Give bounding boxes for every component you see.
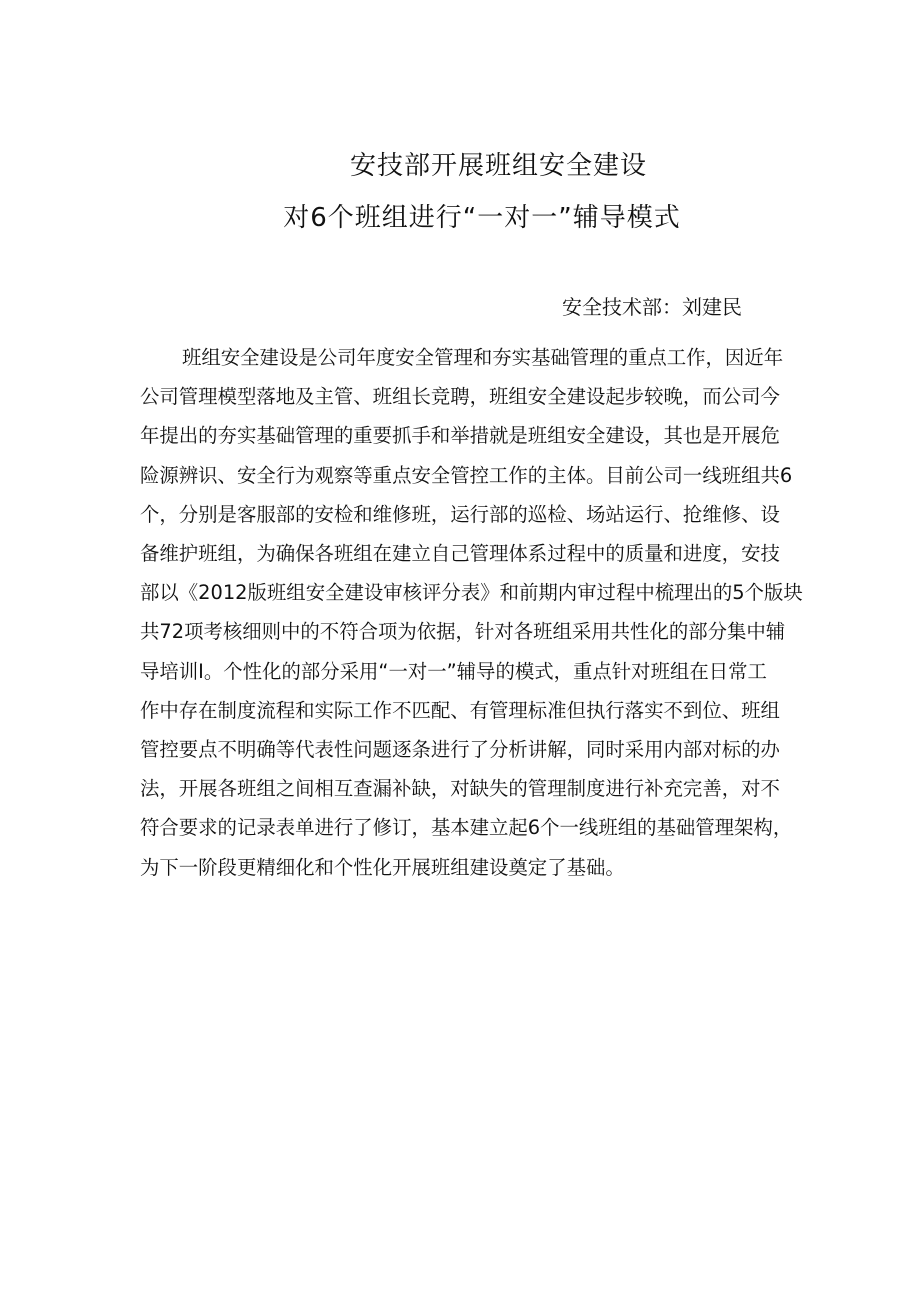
body-line: 年提出的夯实基础管理的重要抓手和举措就是班组安全建设，其也是开展危 bbox=[140, 424, 780, 448]
body-line: 作中存在制度流程和实际工作不匹配、有管理标准但执行落实不到位、班组 bbox=[140, 698, 780, 722]
body-line: 个，分别是客服部的安检和维修班，运行部的巡检、场站运行、抢维修、设 bbox=[140, 502, 780, 526]
body-line: 公司管理模型落地及主管、班组长竞聘，班组安全建设起步较晚，而公司今 bbox=[140, 385, 780, 409]
body-line: 导培训I。个性化的部分采用“一对一”辅导的模式，重点针对班组在日常工 bbox=[140, 659, 767, 683]
title-line-2: 对6个班组进行“一对一”辅导模式 bbox=[283, 203, 681, 233]
body-line: 法，开展各班组之间相互查漏补缺，对缺失的管理制度进行补充完善，对不 bbox=[140, 777, 780, 801]
body-line: 部以《2012版班组安全建设审核评分表》和前期内审过程中梳理出的5个版块 bbox=[140, 581, 803, 605]
body-line: 险源辨识、安全行为观察等重点安全管控工作的主体。目前公司一线班组共6 bbox=[140, 463, 793, 487]
body-line: 班组安全建设是公司年度安全管理和夯实基础管理的重点工作，因近年 bbox=[182, 346, 784, 369]
body-paragraph bbox=[140, 338, 860, 887]
body-line: 管控要点不明确等代表性问题逐条进行了分析讲解，同时采用内部对标的办 bbox=[140, 738, 780, 762]
body-line: 为下一阶段更精细化和个性化开展班组建设奠定了基础。 bbox=[140, 855, 625, 879]
title-block bbox=[0, 140, 920, 244]
body-line: 备维护班组，为确保各班组在建立自己管理体系过程中的质量和进度，安技 bbox=[140, 542, 780, 566]
body-line: 共72项考核细则中的不符合项为依据，针对各班组采用共性化的部分集中辅 bbox=[140, 620, 786, 644]
author-line: 安全技术部：刘建民 bbox=[562, 295, 742, 319]
body-line: 符合要求的记录表单进行了修订，基本建立起6个一线班组的基础管理架构， bbox=[140, 816, 793, 840]
title-line-1: 安技部开展班组安全建设 bbox=[349, 151, 647, 181]
